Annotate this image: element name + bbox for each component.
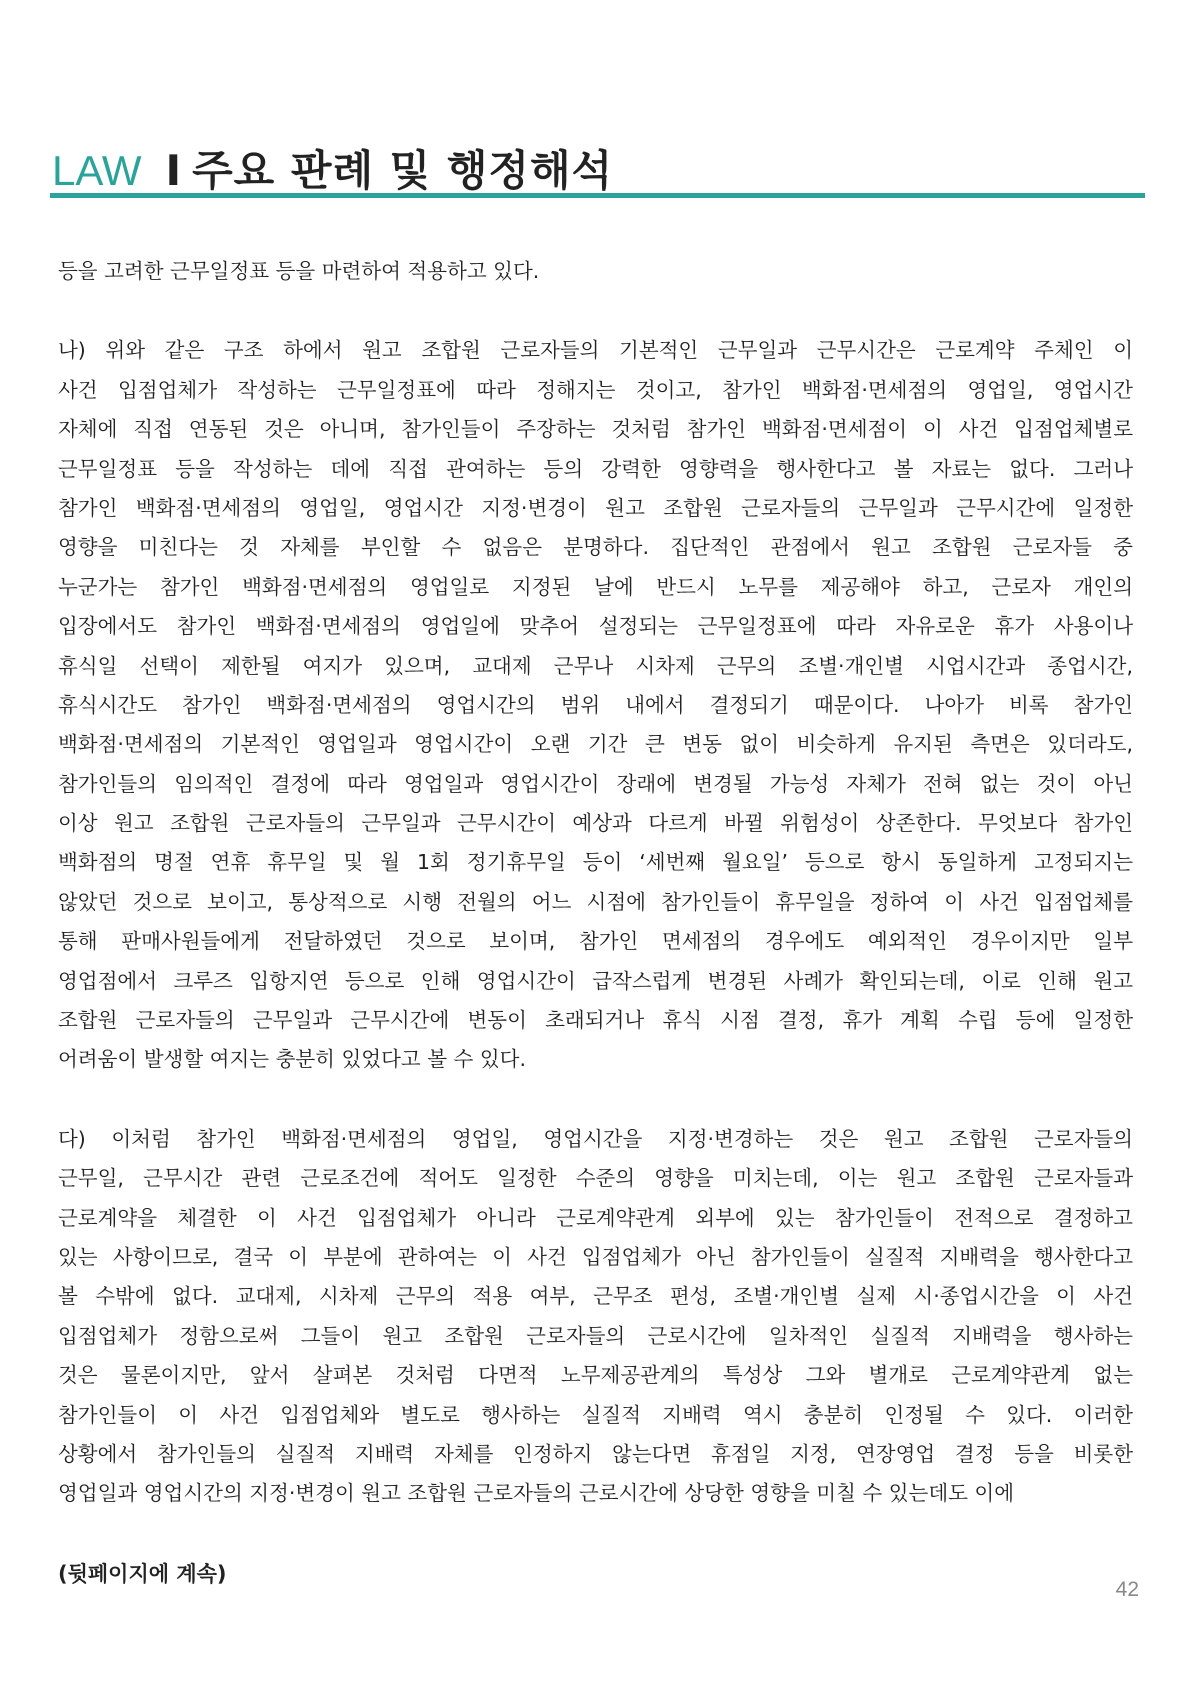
paragraph-line: 않았던 것으로 보이고, 통상적으로 시행 전월의 어느 시점에 참가인들이 휴무일을 정하여 이 사건 입점업체를 [58, 889, 1133, 914]
paragraph-line: 어려움이 발생할 여지는 충분히 있었다고 볼 수 있다. [58, 1047, 526, 1072]
paragraph-line: 이상 원고 조합원 근로자들의 근무일과 근무시간이 예상과 다르게 바뀔 위험성이 상존한다. 무엇보다 참가인 [58, 811, 1133, 836]
paragraph-line: 영향을 미친다는 것 자체를 부인할 수 없음은 분명하다. 집단적인 관점에서 원고 조합원 근로자들 중 [58, 535, 1133, 560]
paragraph-line: 상황에서 참가인들의 실질적 지배력 자체를 인정하지 않는다면 휴점일 지정, 연장영업 결정 등을 비롯한 [58, 1441, 1133, 1466]
paragraph-line: 있는 사항이므로, 결국 이 부분에 관하여는 이 사건 입점업체가 아닌 참가인들이 실질적 지배력을 행사한다고 [58, 1244, 1133, 1269]
paragraph-na [58, 331, 1133, 1079]
paragraph-line: 참가인 백화점·면세점의 영업일, 영업시간 지정·변경이 원고 조합원 근로자들의 근무일과 근무시간에 일정한 [58, 495, 1133, 520]
paragraph-line: 휴식일 선택이 제한될 여지가 있으며, 교대제 근무나 시차제 근무의 조별·개인별 시업시간과 종업시간, [58, 653, 1133, 678]
paragraph-line: 영업일과 영업시간의 지정·변경이 원고 조합원 근로자들의 근로시간에 상당한 영향을 미칠 수 있는데도 이에 [58, 1481, 1015, 1506]
paragraph-gap [58, 291, 1133, 331]
paragraph-line: 볼 수밖에 없다. 교대제, 시차제 근무의 적용 여부, 근무조 편성, 조별·개인별 실제 시·종업시간을 이 사건 [58, 1284, 1133, 1309]
intro-line: 등을 고려한 근무일정표 등을 마련하여 적용하고 있다. [58, 259, 540, 283]
paragraph-line: 사건 입점업체가 작성하는 근무일정표에 따라 정해지는 것이고, 참가인 백화점·면세점의 영업일, 영업시간 [58, 377, 1133, 402]
law-label: LAW [52, 147, 142, 194]
paragraph-line: 것은 물론이지만, 앞서 살펴본 것처럼 다면적 노무제공관계의 특성상 그와 별개로 근로계약관계 없는 [58, 1363, 1133, 1388]
page-title [52, 138, 613, 198]
paragraph-line: 영업점에서 크루즈 입항지연 등으로 인해 영업시간이 급작스럽게 변경된 사례가 확인되는데, 이로 인해 원고 [58, 968, 1133, 993]
paragraph-line: 통해 판매사원들에게 전달하였던 것으로 보이며, 참가인 면세점의 경우에도 예외적인 경우이지만 일부 [58, 929, 1133, 954]
paragraph-da [58, 1120, 1133, 1514]
paragraph-line: 근무일정표 등을 작성하는 데에 직접 관여하는 등의 강력한 영향력을 행사한다고 볼 자료는 없다. 그러나 [58, 456, 1133, 481]
paragraph-line: 입점업체가 정함으로써 그들이 원고 조합원 근로자들의 근로시간에 일차적인 실질적 지배력을 행사하는 [58, 1323, 1133, 1348]
continue-note: (뒷페이지에 계속) [58, 1562, 227, 1586]
paragraph-line: 누군가는 참가인 백화점·면세점의 영업일로 지정된 날에 반드시 노무를 제공해야 하고, 근로자 개인의 [58, 574, 1133, 599]
paragraph-line: 입장에서도 참가인 백화점·면세점의 영업일에 맞추어 설정되는 근무일정표에 따라 자유로운 휴가 사용이나 [58, 614, 1133, 639]
section-title: 주요 판례 및 행정해석 [192, 146, 614, 195]
paragraph-line: 휴식시간도 참가인 백화점·면세점의 영업시간의 범위 내에서 결정되기 때문이다. 나아가 비록 참가인 [58, 692, 1133, 717]
page-number: 42 [1115, 1578, 1139, 1601]
paragraph-line: 근로계약을 체결한 이 사건 입점업체가 아니라 근로계약관계 외부에 있는 참가인들이 전적으로 결정하고 [58, 1205, 1133, 1230]
paragraph-line: 조합원 근로자들의 근무일과 근무시간에 변동이 초래되거나 휴식 시점 결정, 휴가 계획 수립 등에 일정한 [58, 1008, 1133, 1033]
document-body [58, 252, 1133, 1514]
paragraph-gap [58, 1080, 1133, 1120]
paragraph-line: 백화점의 명절 연휴 휴무일 및 월 1회 정기휴무일 등이 ‘세번째 월요일’ 등으로 항시 동일하게 고정되지는 [58, 850, 1133, 875]
page-header [50, 128, 1145, 198]
paragraph-line: 백화점·면세점의 기본적인 영업일과 영업시간이 오랜 기간 큰 변동 없이 비슷하게 유지된 측면은 있더라도, [58, 732, 1133, 757]
paragraph-line: 자체에 직접 연동된 것은 아니며, 참가인들이 주장하는 것처럼 참가인 백화점·면세점이 이 사건 입점업체별로 [58, 417, 1133, 442]
paragraph-line: 참가인들이 이 사건 입점업체와 별도로 행사하는 실질적 지배력 역시 충분히 인정될 수 있다. 이러한 [58, 1402, 1133, 1427]
paragraph-line: 근무일, 근무시간 관련 근로조건에 적어도 일정한 수준의 영향을 미치는데, 이는 원고 조합원 근로자들과 [58, 1166, 1133, 1191]
title-separator: I [165, 146, 183, 195]
paragraph-line: 나) 위와 같은 구조 하에서 원고 조합원 근로자들의 기본적인 근무일과 근무시간은 근로계약 주체인 이 [58, 338, 1133, 363]
paragraph-line: 참가인들의 임의적인 결정에 따라 영업일과 영업시간이 장래에 변경될 가능성 자체가 전혀 없는 것이 아닌 [58, 771, 1133, 796]
paragraph-line: 다) 이처럼 참가인 백화점·면세점의 영업일, 영업시간을 지정·변경하는 것은 원고 조합원 근로자들의 [58, 1126, 1133, 1151]
